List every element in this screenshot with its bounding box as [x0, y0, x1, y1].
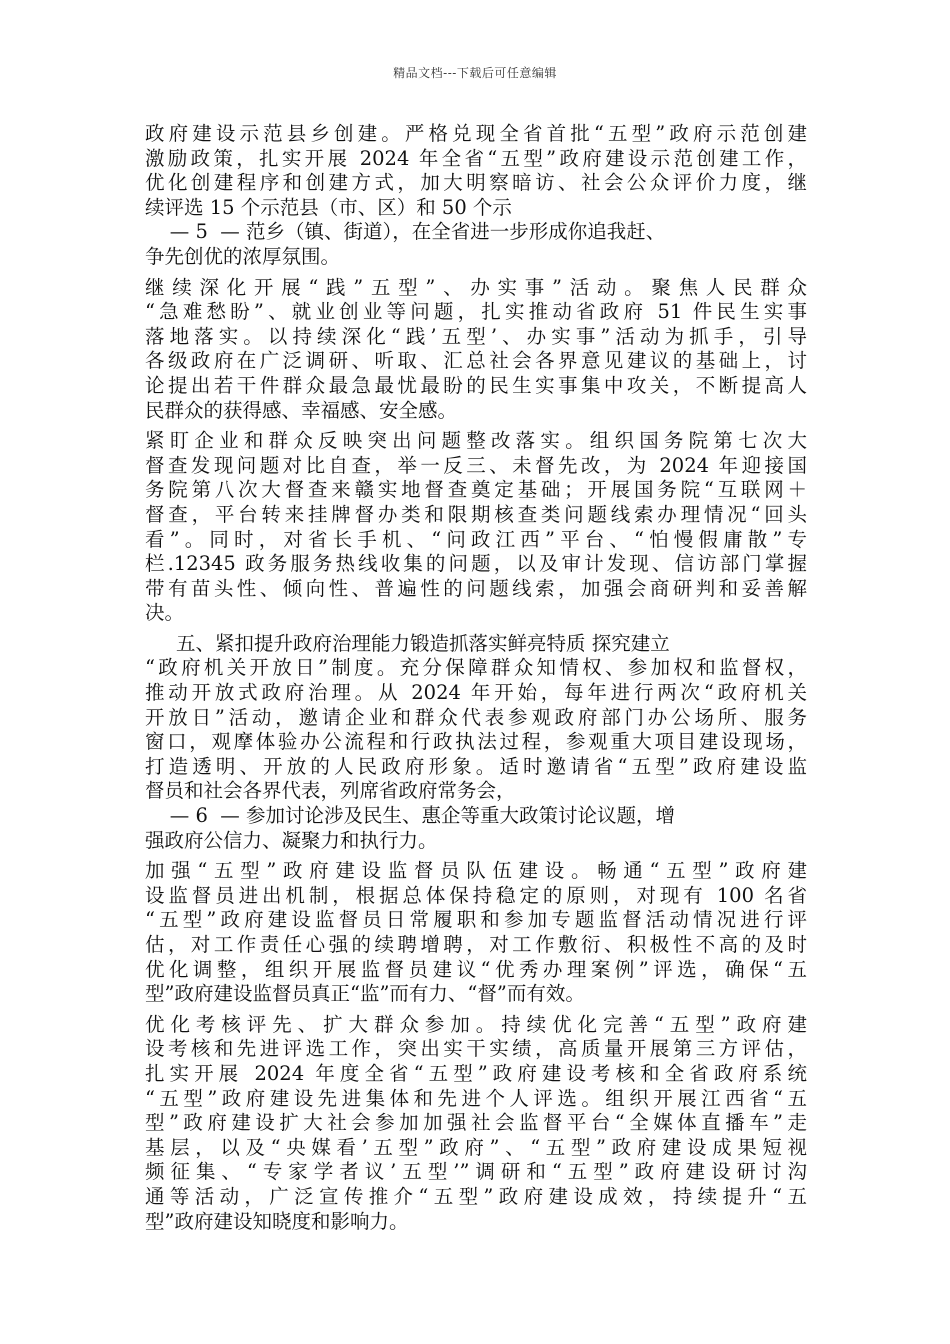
text-line: 估，对工作责任心强的续聘增聘，对工作敷衍、积极性不高的及时 [145, 933, 807, 956]
text-line: 政府建设示范县乡创建。严格兑现全省首批“五型”政府示范创建 [145, 122, 807, 145]
text-line: 督员和社会各界代表，列席省政府常务会， [145, 779, 516, 803]
text-line: 论提出若干件群众最急最忧最盼的民生实事集中攻关，不断提高人 [145, 373, 807, 397]
text-line: 设监督员进出机制，根据总体保持稳定的原则，对现有 100 名省 [145, 883, 807, 907]
text-line: “五型”政府建设先进集体和先进个人评选。组织开展江西省“五 [145, 1086, 807, 1110]
text-line: 民群众的获得感、幸福感、安全感。 [145, 398, 458, 422]
text-line: 窗口，观摩体验办公流程和行政执法过程，参观重大项目建设现场， [145, 730, 807, 754]
text-line: 打造透明、开放的人民政府形象。适时邀请省“五型”政府建设监 [145, 754, 807, 778]
text-line: 激励政策，扎实开展 2024 年全省“五型”政府建设示范创建工作， [145, 146, 807, 170]
page-header: 精品文档---下载后可任意编辑 [393, 66, 557, 80]
text-line: 优化创建程序和创建方式，加大明察暗访、社会公众评价力度，继 [145, 171, 807, 195]
text-line: 开放日”活动，邀请企业和群众代表参观政府部门办公场所、服务 [145, 705, 807, 729]
text-line: 优化调整，组织开展监督员建议“优秀办理案例”评选，确保“五 [145, 957, 807, 981]
text-line: 督查，平台转来挂牌督办类和限期核查类问题线索办理情况“回头 [145, 502, 807, 526]
text-line: — 5 — 范乡（镇、街道），在全省进一步形成你追我赶、 [145, 220, 666, 244]
text-line: — 6 — 参加讨论涉及民生、惠企等重大政策讨论议题，增 [145, 804, 675, 828]
text-line: 落地落实。以持续深化“践’五型’、办实事”活动为抓手，引导 [145, 324, 807, 348]
text-line: 通等活动，广泛宣传推介“五型”政府建设成效，持续提升“五 [145, 1184, 807, 1208]
text-line: 优化考核评先、扩大群众参加。持续优化完善“五型”政府建 [145, 1012, 807, 1036]
text-line: “五型”政府建设监督员日常履职和参加专题监督活动情况进行评 [145, 908, 807, 932]
text-line: 型”政府建设知晓度和影响力。 [145, 1209, 409, 1233]
text-line: 栏.12345 政务服务热线收集的问题，以及审计发现、信访部门掌握 [145, 552, 807, 576]
text-line: 型”政府建设扩大社会参加加强社会监督平台“全媒体直播车”走 [145, 1111, 807, 1135]
text-line: 加强“五型”政府建设监督员队伍建设。畅通“五型”政府建 [145, 859, 807, 883]
text-line: 带有苗头性、倾向性、普遍性的问题线索，加强会商研判和妥善解 [145, 576, 807, 600]
document-body [145, 122, 807, 1234]
text-line: 务院第八次大督查来赣实地督查奠定基础；开展国务院“互联网＋ [145, 478, 807, 502]
text-line: 设考核和先进评选工作，突出实干实绩，高质量开展第三方评估， [145, 1037, 807, 1061]
text-line: 督查发现问题对比自查，举一反三、未督先改，为 2024 年迎接国 [145, 453, 807, 477]
text-line: 扎实开展 2024 年度全省“五型”政府建设考核和全省政府系统 [145, 1061, 807, 1085]
text-line: 紧盯企业和群众反映突出问题整改落实。组织国务院第七次大 [145, 429, 807, 453]
text-line: 基层，以及“央媒看’五型”政府”、“五型”政府建设成果短视 [145, 1135, 807, 1159]
text-line: 继续深化开展“践”五型”、办实事”活动。聚焦人民群众 [145, 275, 807, 299]
text-line: 型”政府建设监督员真正“监”而有力、“督”而有效。 [145, 982, 585, 1006]
text-line: 五、紧扣提升政府治理能力锻造抓落实鲜亮特质 探究建立 [145, 631, 670, 655]
text-line: 强政府公信力、凝聚力和执行力。 [145, 828, 438, 852]
text-line: 看”。同时，对省长手机、“问政江西”平台、“怕慢假庸散”专 [145, 527, 807, 551]
text-line: “政府机关开放日”制度。充分保障群众知情权、参加权和监督权， [145, 656, 807, 680]
text-line: 各级政府在广泛调研、听取、汇总社会各界意见建议的基础上，讨 [145, 349, 807, 373]
text-line: 频征集、“专家学者议’五型’”调研和“五型”政府建设研讨沟 [145, 1160, 807, 1184]
text-line: 续评选 15 个示范县（市、区）和 50 个示 [145, 195, 512, 219]
text-line: “急难愁盼”、就业创业等问题，扎实推动省政府 51 件民生实事 [145, 300, 807, 324]
text-line: 决。 [145, 601, 185, 625]
text-line: 争先创优的浓厚氛围。 [145, 244, 341, 268]
text-line: 推动开放式政府治理。从 2024 年开始，每年进行两次“政府机关 [145, 681, 807, 705]
